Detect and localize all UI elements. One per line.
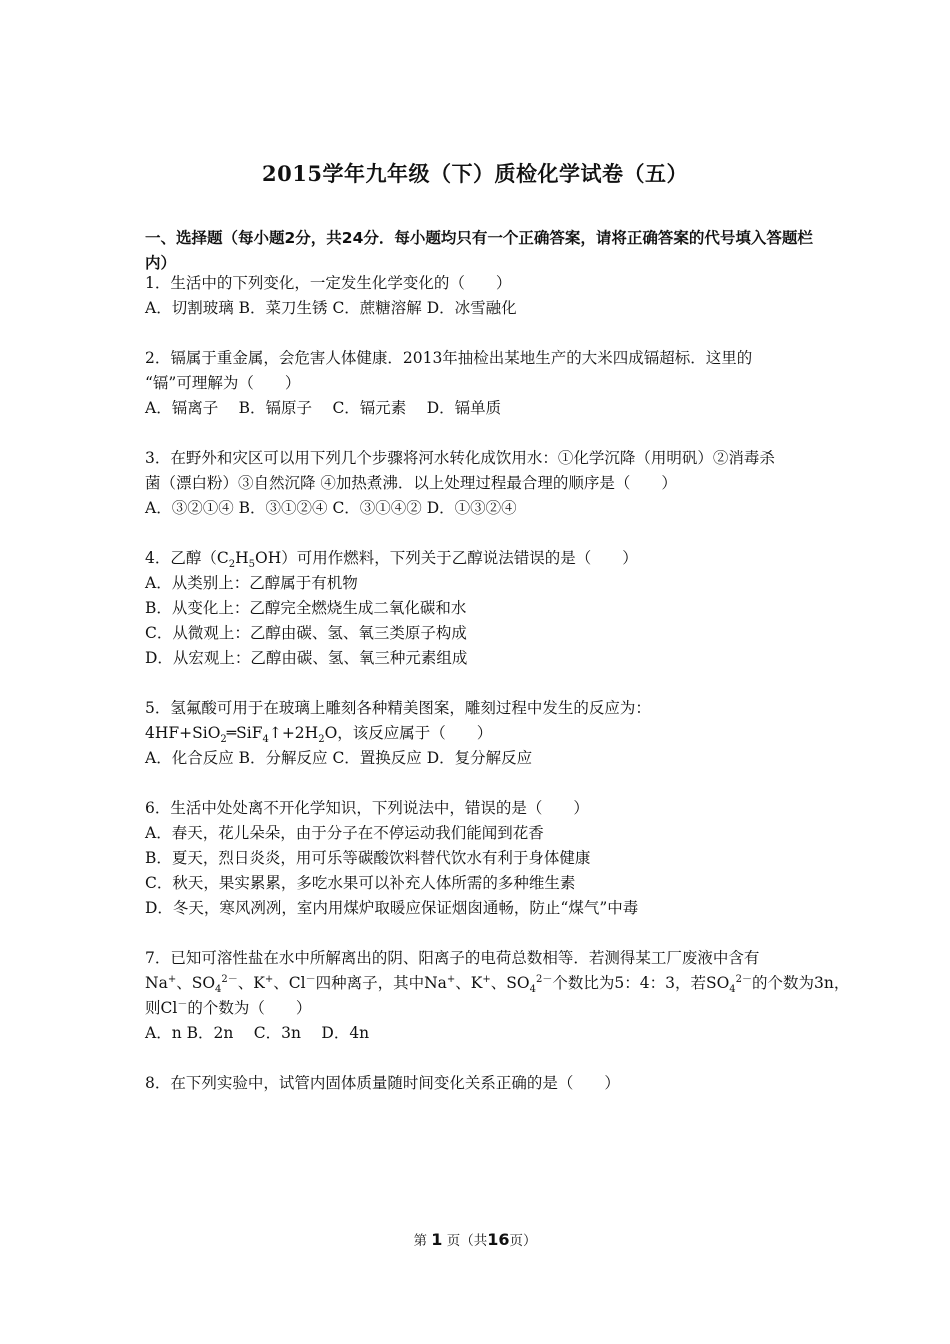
question-8-stem: 8．在下列实验中，试管内固体质量随时间变化关系正确的是（ ）	[145, 1074, 620, 1092]
question-6-option-c: C．秋天，果实累累，多吃水果可以补充人体所需的多种维生素	[145, 874, 576, 892]
section-heading: 一、选择题（每小题2分，共24分．每小题均只有一个正确答案，请将正确答案的代号填入答题栏内）	[145, 229, 813, 272]
question-5-equation: $4HF+SiO_2═SiF_4↑+2H_2O$，该反应属于（ ）	[145, 724, 493, 746]
page-title: 2015学年九年级（下）质检化学试卷（五）	[262, 161, 688, 186]
question-2-stem-line1: 2．镉属于重金属，会危害人体健康．2013年抽检出某地生产的大米四成镉超标．这里的	[145, 349, 753, 367]
question-7-stem-line3: 则Cl－的个数为（ ）	[145, 998, 312, 1017]
question-5-stem-line1: 5．氢氟酸可用于在玻璃上雕刻各种精美图案，雕刻过程中发生的反应为：	[145, 699, 651, 717]
question-7-stem-line2: Na+、$SO_4^{2-}$、K+、Cl－四种离子，其中Na+、K+、$SO_4^{2-}$个数比为5：4：3，若$SO_4^{2-}$的个数为3n，	[145, 973, 850, 996]
question-4-option-c: C．从微观上：乙醇由碳、氢、氧三类原子构成	[145, 624, 467, 642]
question-6-option-b: B．夏天，烈日炎炎，用可乐等碳酸饮料替代饮水有利于身体健康	[145, 849, 591, 867]
question-7-stem-line1: 7．已知可溶性盐在水中所解离出的阴、阳离子的电荷总数相等．若测得某工厂废液中含有	[145, 949, 760, 967]
question-3-stem-line2: 菌（漂白粉）③自然沉降 ④加热煮沸．以上处理过程最合理的顺序是（ ）	[145, 474, 677, 492]
page-footer: 第 1 页（共16页）	[413, 1230, 537, 1249]
page-number: 1	[431, 1230, 443, 1249]
question-6-stem: 6．生活中处处离不开化学知识，下列说法中，错误的是（ ）	[145, 799, 589, 817]
question-6-option-a: A．春天，花儿朵朵，由于分子在不停运动我们能闻到花香	[145, 824, 544, 842]
question-1-options: A．切割玻璃 B．菜刀生锈 C．蔗糖溶解 D．冰雪融化	[145, 299, 517, 317]
question-4-option-b: B．从变化上：乙醇完全燃烧生成二氧化碳和水	[145, 599, 467, 617]
total-pages: 16	[487, 1230, 510, 1249]
question-4-option-a: A．从类别上：乙醇属于有机物	[145, 574, 358, 592]
question-6-option-d: D．冬天，寒风冽冽，室内用煤炉取暖应保证烟囱通畅，防止“煤气”中毒	[145, 899, 639, 917]
question-3-stem-line1: 3．在野外和灾区可以用下列几个步骤将河水转化成饮用水：①化学沉降（用明矾）②消毒杀	[145, 449, 775, 467]
question-5-options: A．化合反应 B．分解反应 C．置换反应 D．复分解反应	[145, 749, 533, 767]
question-2-stem-line2: “镉”可理解为（ ）	[145, 374, 301, 392]
question-3-options: A．③②①④ B．③①②④ C．③①④② D．①③②④	[145, 499, 517, 517]
question-4-stem: 4．乙醇$(C_2H_5OH)$可用作燃料，下列关于乙醇说法错误的是（ ）	[145, 549, 638, 571]
question-4-option-d: D．从宏观上：乙醇由碳、氢、氧三种元素组成	[145, 649, 468, 667]
question-1-stem: 1．生活中的下列变化，一定发生化学变化的（ ）	[145, 274, 512, 292]
question-2-options: A．镉离子 B．镉原子 C．镉元素 D．镉单质	[145, 399, 502, 417]
question-7-options: A．n B．2n C．3n D．4n	[145, 1024, 370, 1042]
